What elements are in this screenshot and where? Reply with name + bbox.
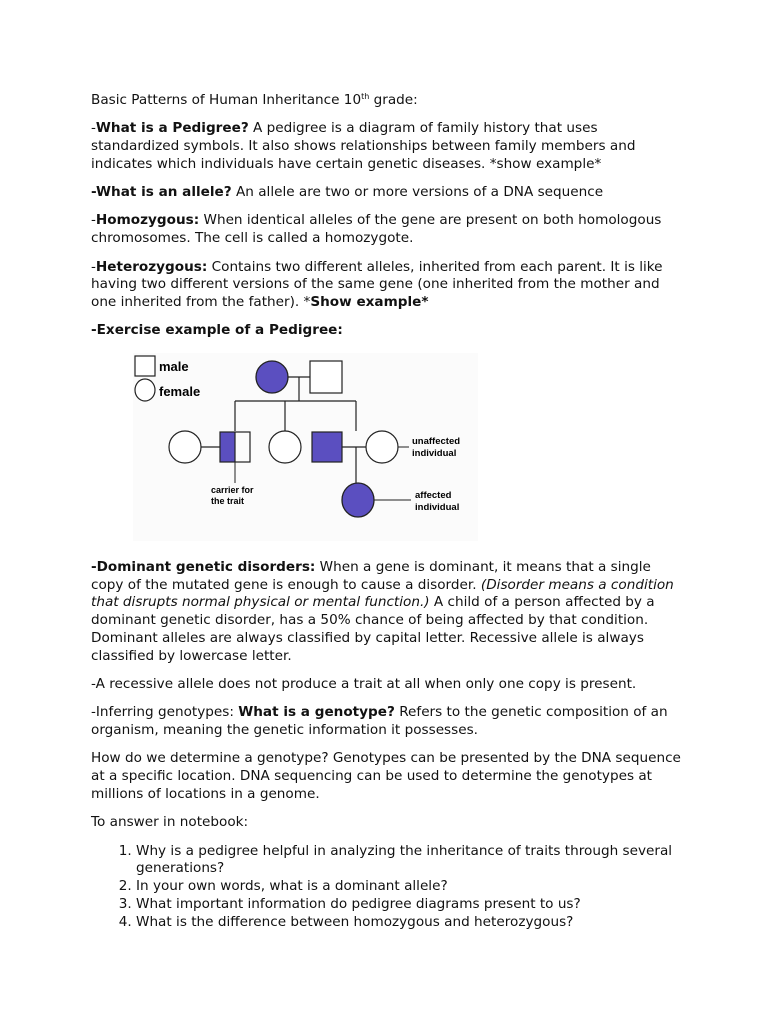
legend-female-label: female (159, 383, 201, 399)
heterozygous-dash: - (91, 258, 96, 275)
homozygous-text: When identical alleles of the gene are present on both homologous chromosomes. The cell is called a homozygote. (91, 212, 662, 247)
dominant-term: -Dominant genetic disorders: (91, 558, 316, 575)
genotype-definition (91, 704, 681, 740)
pedigree-text: A pedigree is a diagram of family history that uses standardized symbols. It also shows relationships between family members and indicates which individuals have certain genetic diseases. *show example* (91, 120, 636, 172)
heterozygous-text: Contains two different alleles, inherited from each parent. It is like having two different versions of the same gene (one inherited from the mother and one inherited from the father). * (91, 258, 663, 311)
document-body (91, 92, 681, 932)
affected-daughter (342, 483, 374, 517)
genotype-text: Refers to the genetic composition of an organism, meaning the genetic information it possesses. (91, 704, 668, 739)
carrier-half-fill (220, 432, 235, 462)
affected-label-1: affected (415, 489, 452, 501)
pedigree-diagram (133, 353, 478, 541)
unaffected-label-2: individual (412, 447, 457, 459)
legend-female-circle (135, 379, 155, 401)
carrier-label-1: carrier for (211, 484, 254, 495)
notebook-heading: To answer in notebook: (91, 814, 249, 831)
dominant-text-2: A child of a person affected by a dominant genetic disorder, has a 50% chance of being affected by that condition. Dominant alleles are always classified by capital letter. Recessive allele is always classified by lowercase letter. (91, 594, 655, 664)
determine-genotype: How do we determine a genotype? Genotypes can be presented by the DNA sequence at a specific location. DNA sequencing can be used to determine the genotypes at millions of locations in a genome. (91, 750, 681, 803)
pedigree-term: What is a Pedigree? (95, 120, 249, 137)
dominant-disorders (91, 559, 681, 666)
question-item: 2. In your own words, what is a dominant allele? (136, 878, 681, 896)
sister-female (269, 431, 301, 463)
homozygous-dash: - (91, 212, 96, 229)
affected-male (312, 432, 342, 462)
title-superscript: th (361, 92, 370, 101)
title-text: Basic Patterns of Human Inheritance 10 (91, 92, 362, 108)
pedigree-dash: - (91, 120, 96, 137)
genotype-lead: -Inferring genotypes: (91, 704, 239, 721)
question-item: 3. What important information do pedigree diagrams present to us? (136, 896, 681, 914)
heterozygous-definition (91, 259, 681, 312)
grandfather (310, 361, 342, 393)
heterozygous-emphasis: Show example* (310, 294, 429, 311)
genotype-term: What is a genotype? (238, 704, 395, 721)
grandmother-affected (256, 361, 288, 393)
dominant-italic: (Disorder means a condition that disrupts normal physical or mental function.) (91, 576, 674, 611)
question-item: 4. What is the difference between homozygous and heterozygous? (136, 914, 681, 932)
recessive-note: -A recessive allele does not produce a trait at all when only one copy is present. (91, 676, 637, 693)
dominant-text-1: When a gene is dominant, it means that a single copy of the mutated gene is enough to cause a disorder. (91, 558, 651, 593)
question-list (91, 843, 681, 932)
affected-label-2: individual (415, 501, 460, 513)
allele-text: An allele are two or more versions of a DNA sequence (231, 184, 604, 201)
question-item: 1. Why is a pedigree helpful in analyzing the inheritance of traits through several generations? (136, 843, 681, 879)
allele-definition (91, 184, 681, 202)
exercise-heading (91, 322, 681, 340)
document-title (91, 92, 681, 110)
homozygous-definition (91, 212, 681, 248)
heterozygous-term: Heterozygous: (95, 258, 208, 275)
spouse-female-left (169, 431, 201, 463)
allele-term: -What is an allele? (91, 184, 232, 201)
legend-male-label: male (159, 358, 189, 374)
legend-male-square (135, 356, 155, 376)
exercise-heading-text: -Exercise example of a Pedigree: (91, 322, 343, 339)
carrier-label-2: the trait (211, 495, 245, 506)
spouse-female-right (366, 431, 398, 463)
unaffected-label-1: unaffected (412, 435, 461, 447)
pedigree-definition (91, 120, 681, 173)
homozygous-term: Homozygous: (95, 212, 200, 229)
title-tail: grade: (369, 92, 418, 108)
pedigree-figure (91, 351, 681, 547)
